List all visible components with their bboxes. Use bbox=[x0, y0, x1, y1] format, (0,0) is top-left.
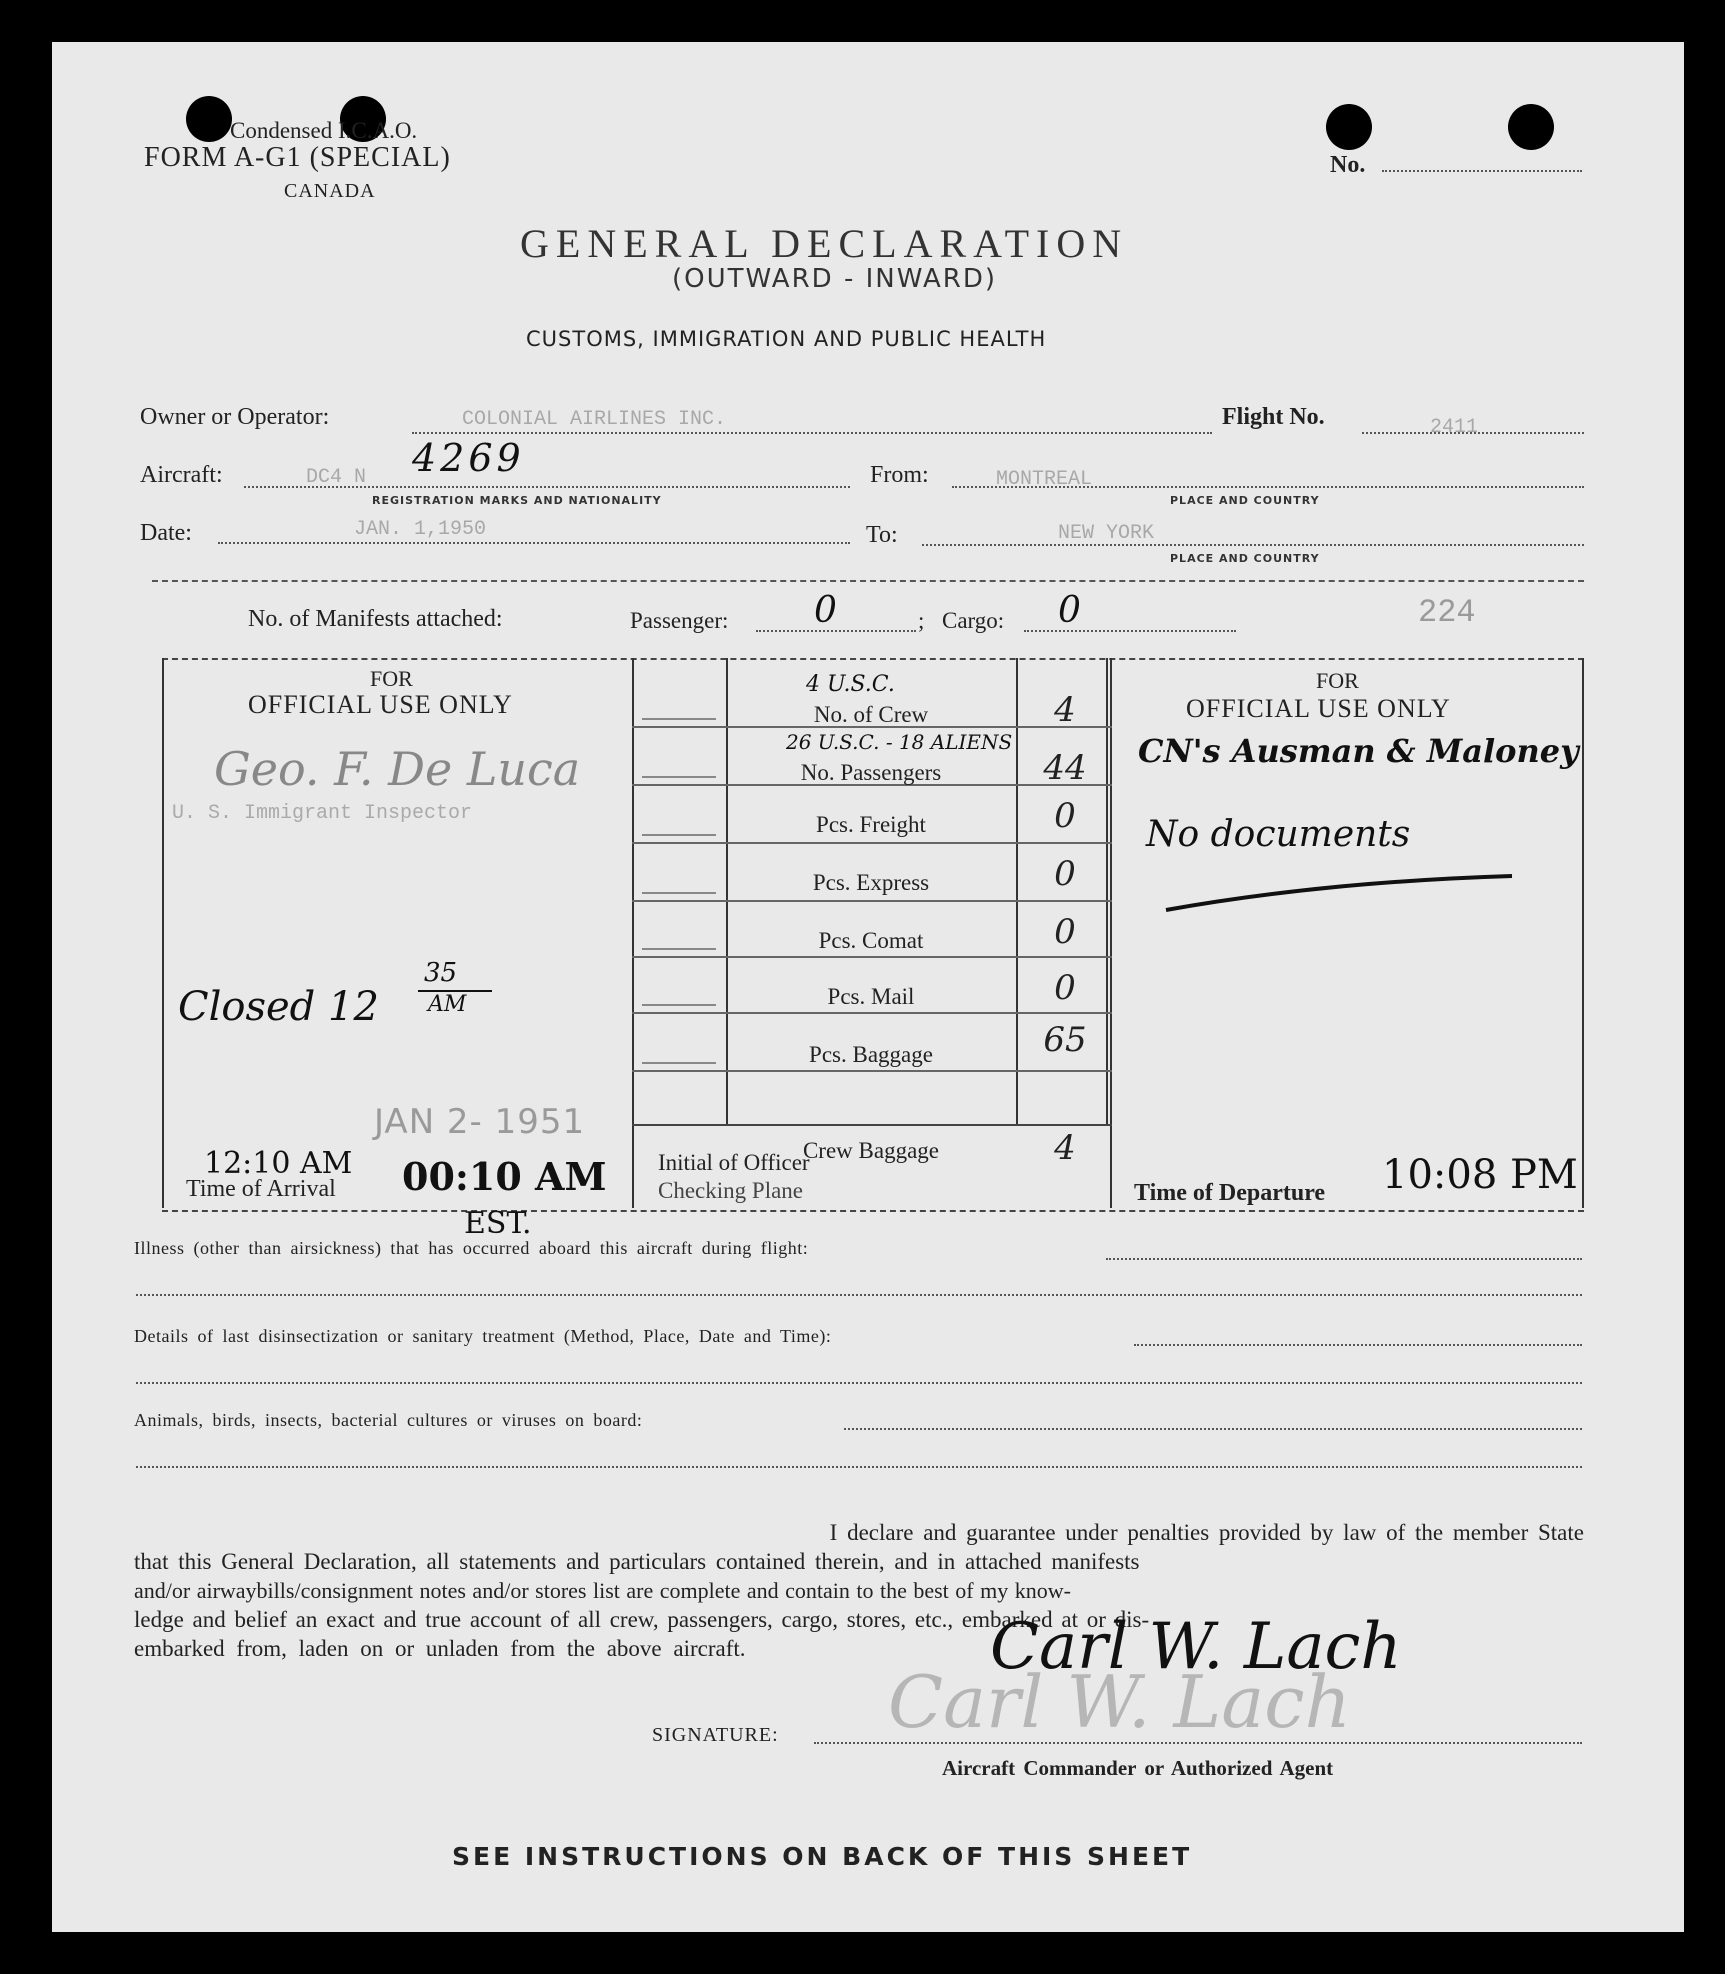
officer-label-1: Initial of Officer bbox=[658, 1150, 810, 1175]
form-header-line2: FORM A-G1 (SPECIAL) bbox=[144, 142, 451, 173]
arrival-value: 00:10 AM bbox=[402, 1154, 607, 1199]
to-field[interactable] bbox=[922, 544, 1584, 546]
from-label: From: bbox=[870, 462, 929, 488]
cargo-manifest-label: Cargo: bbox=[942, 608, 1005, 633]
column-mark bbox=[642, 948, 716, 950]
punch-hole bbox=[1508, 104, 1554, 150]
closed-time-bottom: AM bbox=[428, 992, 467, 1017]
to-value: NEW YORK bbox=[1058, 522, 1155, 545]
column-mark bbox=[642, 1004, 716, 1006]
signature-caption: Aircraft Commander or Authorized Agent bbox=[942, 1756, 1334, 1780]
table-border-right bbox=[1582, 658, 1584, 1208]
closed-note: Closed 12 bbox=[178, 984, 379, 1030]
count-label: No. of Crew bbox=[813, 702, 929, 727]
count-label: Pcs. Freight bbox=[816, 812, 926, 837]
declaration-line: embarked from, laden on or unladen from the above aircraft. bbox=[134, 1636, 746, 1661]
flight-value: 2411 bbox=[1430, 416, 1479, 439]
form-sheet bbox=[52, 42, 1684, 1932]
punch-hole bbox=[1326, 104, 1372, 150]
place-caption-to: PLACE AND COUNTRY bbox=[1170, 552, 1320, 565]
count-value[interactable]: 0 bbox=[1054, 968, 1076, 1008]
cargo-manifest-value: 0 bbox=[1058, 590, 1081, 631]
date-field[interactable] bbox=[218, 542, 850, 544]
disinsectization-label: Details of last disinsectization or sanitary treatment (Method, Place, Date and Time): bbox=[134, 1326, 832, 1346]
column-mark bbox=[642, 776, 716, 778]
registration-caption: REGISTRATION MARKS AND NATIONALITY bbox=[372, 494, 662, 507]
flight-label: Flight No. bbox=[1222, 404, 1325, 430]
count-value[interactable]: 0 bbox=[1054, 796, 1076, 836]
table-border-left bbox=[162, 658, 164, 1208]
row-divider bbox=[632, 842, 1112, 844]
declaration-line: and/or airwaybills/consignment notes and/or stores list are complete and contain to the best of my know- bbox=[134, 1578, 1071, 1603]
declaration-line: I declare and guarantee under penalties provided by law of the member State bbox=[829, 1520, 1584, 1545]
animals-field-line2[interactable] bbox=[136, 1466, 1582, 1468]
officer-label-2: Checking Plane bbox=[658, 1178, 803, 1203]
illness-label: Illness (other than airsickness) that has occurred aboard this aircraft during flight: bbox=[134, 1238, 809, 1258]
column-mark bbox=[642, 718, 716, 720]
from-value: MONTREAL bbox=[996, 468, 1093, 491]
place-caption-from: PLACE AND COUNTRY bbox=[1170, 494, 1320, 507]
punch-hole bbox=[186, 96, 232, 142]
cargo-manifest-field[interactable] bbox=[1024, 630, 1236, 632]
owner-value: COLONIAL AIRLINES INC. bbox=[462, 408, 727, 431]
page-title: GENERAL DECLARATION bbox=[520, 221, 1129, 266]
owner-field[interactable] bbox=[412, 432, 1212, 434]
animals-field[interactable] bbox=[844, 1428, 1582, 1430]
count-label: Pcs. Comat bbox=[818, 928, 924, 953]
passenger-manifest-label: Passenger: bbox=[630, 608, 729, 633]
arrival-label: Time of Arrival bbox=[186, 1176, 336, 1202]
commander-signature-stamp: Carl W. Lach bbox=[888, 1660, 1351, 1744]
number-field[interactable] bbox=[1382, 170, 1582, 172]
separator-line bbox=[152, 580, 1584, 582]
footer-instructions: SEE INSTRUCTIONS ON BACK OF THIS SHEET bbox=[452, 1842, 1193, 1871]
arrival-handwritten: 12:10 AM bbox=[204, 1146, 353, 1181]
column-mark bbox=[642, 1062, 716, 1064]
count-label: Pcs. Express bbox=[812, 870, 930, 895]
count-value[interactable]: 0 bbox=[1054, 912, 1076, 952]
date-label: Date: bbox=[140, 520, 192, 546]
signature-field[interactable] bbox=[814, 1742, 1582, 1744]
aircraft-handwritten-number: 4269 bbox=[412, 436, 525, 480]
right-official-label: OFFICIAL USE ONLY bbox=[1186, 694, 1451, 723]
signature-label: SIGNATURE: bbox=[652, 1724, 779, 1746]
count-label: Crew Baggage bbox=[802, 1138, 940, 1163]
inspector-signature: Geo. F. De Luca bbox=[214, 742, 581, 796]
passenger-manifest-value: 0 bbox=[814, 590, 837, 631]
handwritten-underline bbox=[1162, 862, 1522, 922]
illness-field[interactable] bbox=[1106, 1258, 1582, 1260]
count-note: 4 U.S.C. bbox=[806, 672, 895, 697]
count-value[interactable]: 4 bbox=[1054, 1128, 1076, 1168]
form-header-line1: Condensed I.C.A.O. bbox=[230, 118, 418, 143]
departure-label: Time of Departure bbox=[1134, 1180, 1326, 1206]
number-label: No. bbox=[1330, 152, 1366, 178]
column-mark bbox=[642, 834, 716, 836]
arrival-timezone: EST. bbox=[464, 1206, 532, 1241]
row-divider bbox=[632, 956, 1112, 958]
page-subtitle: (OUTWARD - INWARD) bbox=[672, 264, 998, 294]
right-for-label: FOR bbox=[1316, 668, 1359, 693]
right-official-note-1: CN's Ausman & Maloney bbox=[1138, 732, 1579, 770]
departure-value: 10:08 PM bbox=[1382, 1152, 1578, 1198]
illness-field-line2[interactable] bbox=[136, 1294, 1582, 1296]
commander-signature: Carl W. Lach bbox=[990, 1610, 1402, 1684]
inspector-stamp: U. S. Immigrant Inspector bbox=[172, 802, 473, 825]
disinsectization-field-line2[interactable] bbox=[136, 1382, 1582, 1384]
aircraft-value: DC4 N bbox=[306, 466, 367, 489]
closed-time-top: 35 bbox=[424, 958, 458, 988]
left-official-label: OFFICIAL USE ONLY bbox=[248, 690, 513, 719]
count-note: 26 U.S.C. - 18 ALIENS bbox=[786, 730, 1013, 754]
date-value: JAN. 1,1950 bbox=[354, 518, 487, 541]
disinsectization-field[interactable] bbox=[1134, 1344, 1582, 1346]
declaration-line: that this General Declaration, all statements and particulars contained therein, and in attached manifests bbox=[134, 1549, 1140, 1574]
manifests-label: No. of Manifests attached: bbox=[248, 606, 503, 632]
column-mark bbox=[642, 892, 716, 894]
form-header-line3: CANADA bbox=[284, 180, 376, 202]
animals-label: Animals, birds, insects, bacterial cultures or viruses on board: bbox=[134, 1410, 643, 1430]
count-label: No. Passengers bbox=[800, 760, 942, 785]
right-official-note-2: No documents bbox=[1146, 814, 1411, 855]
to-label: To: bbox=[866, 522, 898, 548]
declaration-line: ledge and belief an exact and true account of all crew, passengers, cargo, stores, etc., embarked at or dis- bbox=[134, 1607, 1150, 1632]
row-divider bbox=[632, 900, 1112, 902]
count-value[interactable]: 44 bbox=[1043, 748, 1087, 788]
stamp-number: 224 bbox=[1418, 594, 1476, 631]
aircraft-label: Aircraft: bbox=[140, 462, 223, 488]
row-divider bbox=[632, 1070, 1112, 1072]
row-divider bbox=[632, 1012, 1112, 1014]
left-for-label: FOR bbox=[370, 666, 413, 691]
count-value[interactable]: 4 bbox=[1054, 690, 1076, 730]
date-stamp: JAN 2- 1951 bbox=[374, 1102, 586, 1142]
count-value[interactable]: 0 bbox=[1054, 854, 1076, 894]
counts-bottom-line bbox=[632, 1124, 1112, 1126]
count-value[interactable]: 65 bbox=[1043, 1020, 1087, 1060]
manifest-separator: ; bbox=[918, 608, 925, 633]
agencies-heading: CUSTOMS, IMMIGRATION AND PUBLIC HEALTH bbox=[526, 327, 1047, 351]
count-label: Pcs. Baggage bbox=[809, 1042, 933, 1067]
count-label: Pcs. Mail bbox=[827, 984, 915, 1009]
owner-label: Owner or Operator: bbox=[140, 404, 330, 430]
